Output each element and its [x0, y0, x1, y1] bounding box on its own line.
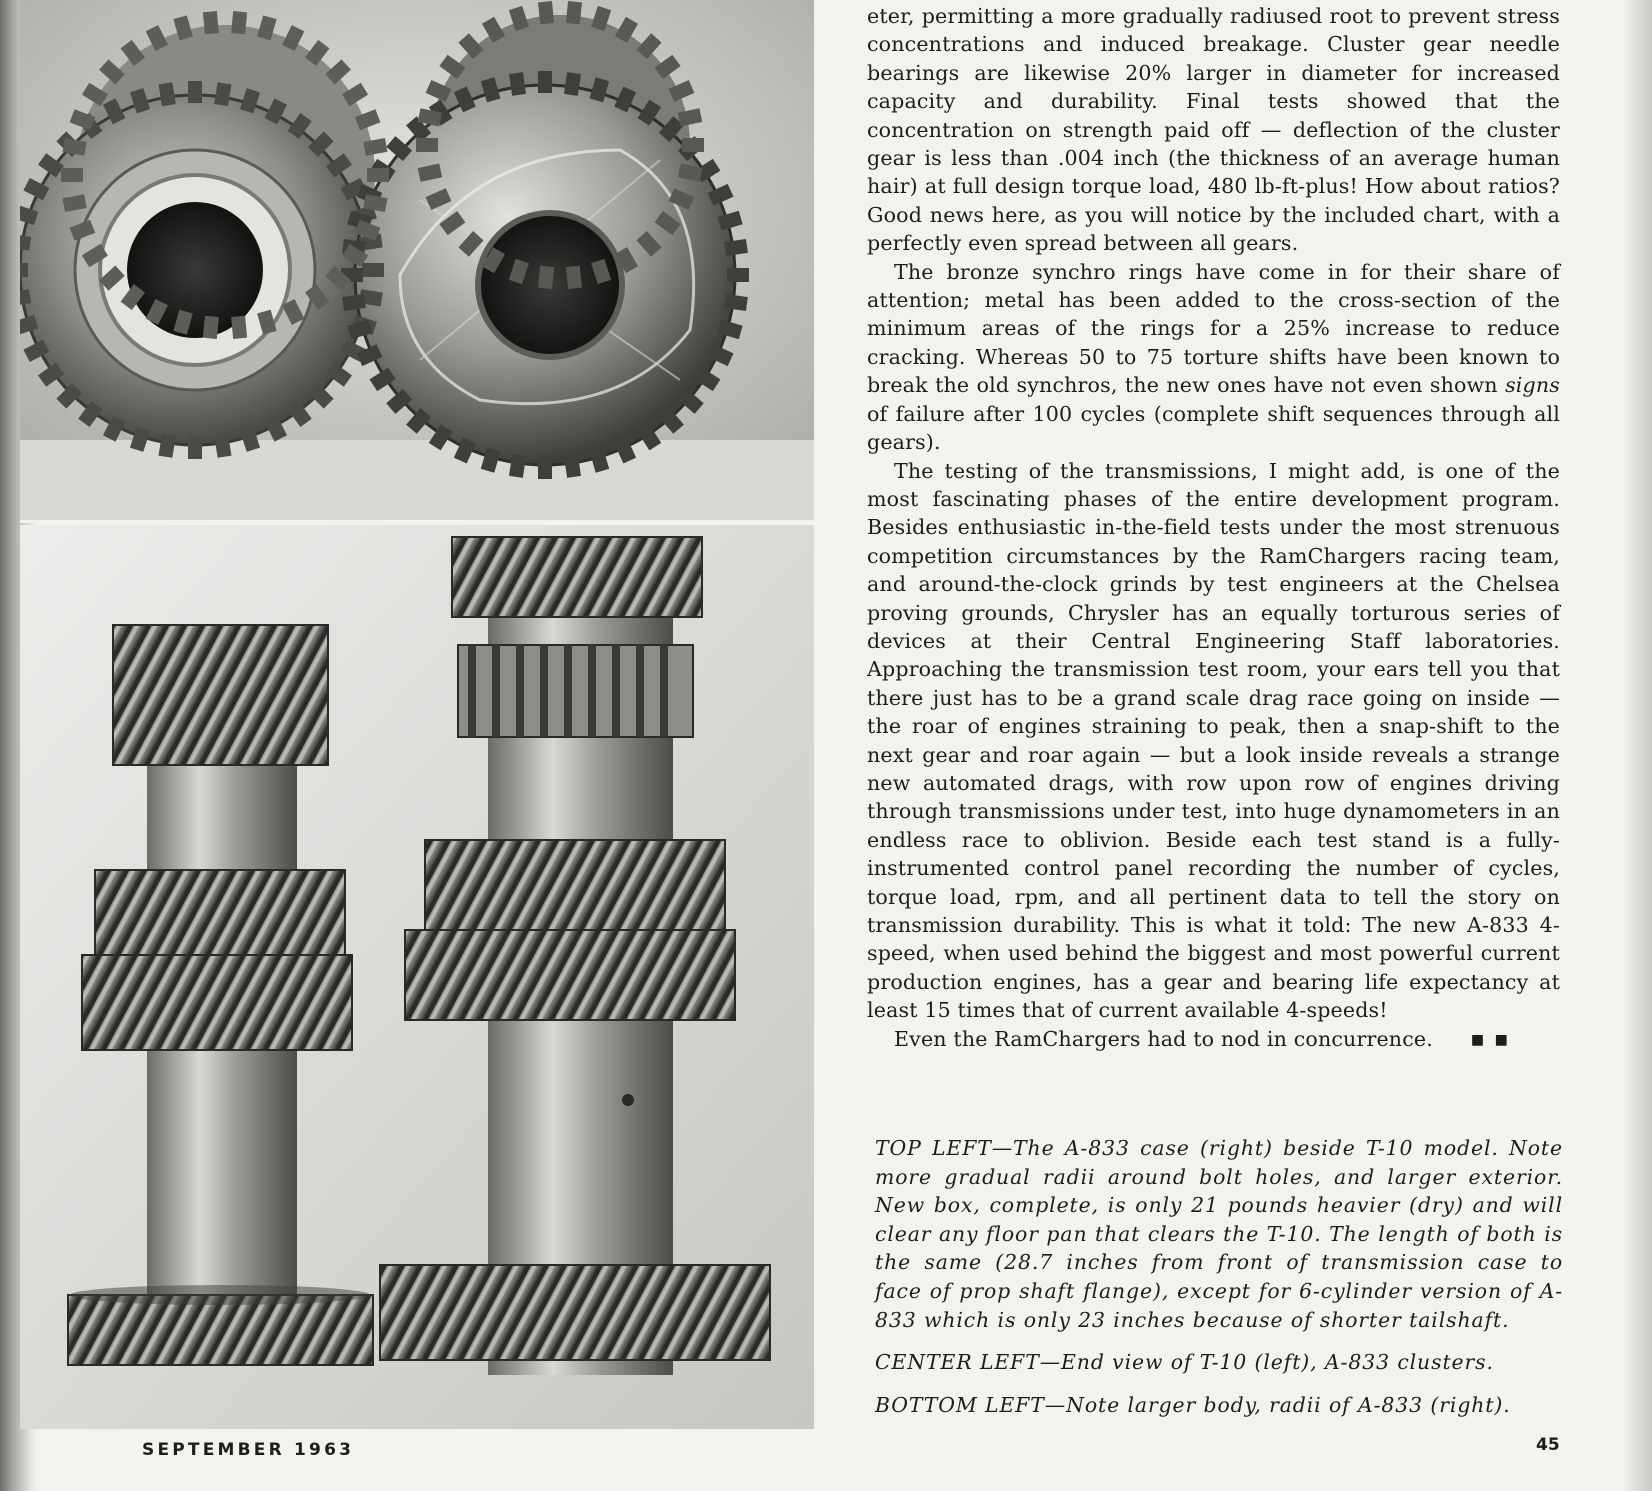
article-end-mark: ■ ■ — [1470, 1031, 1511, 1048]
article-paragraph-2-text: The bronze synchro rings have come in for their share of attention; metal has been added to the cross-section of the minimum areas of the rings for a 25% increase to reduce cracking. Whereas 50 to 75 torture shifts have been known to break the old synchros, the new ones have not even shown — [867, 259, 1560, 398]
article-paragraph-4-text: Even the RamChargers had to nod in concurrence. — [894, 1026, 1433, 1051]
article-paragraph-1: eter, permitting a more gradually radiused root to prevent stress concentrations and induced breakage. Cluster gear needle bearings are likewise 20% larger in diameter for increased capacity and durability. Final tests showed that the concentration on strength paid off — deflection of the cluster gear is less than .004 inch (the thickness of an average human hair) at full design torque load, 480 lb-ft-plus! How about ratios? Good news here, as you will notice by the included chart, with a perfectly even spread between all gears. — [867, 4, 1560, 256]
footer-issue-date: SEPTEMBER 1963 — [142, 1440, 355, 1460]
photo-captions — [875, 1134, 1563, 1433]
article-emphasis-signs: signs — [1505, 373, 1560, 398]
photo-cluster-side-view — [20, 525, 814, 1429]
article-body — [867, 2, 1560, 1054]
caption-center-left: CENTER LEFT—End view of T-10 (left), A-833 clusters. — [875, 1350, 1494, 1375]
article-paragraph-2-after: of failure after 100 cycles (complete shift sequences through all gears). — [867, 401, 1560, 455]
footer-page-number: 45 — [1536, 1435, 1560, 1455]
photo-cluster-end-view — [20, 0, 814, 523]
article-paragraph-3: The testing of the transmissions, I might add, is one of the most fascinating phases of the entire development program. Besides enthusiastic in-the-field tests under the most strenuous competition circumstances by the RamChargers racing team, and around-the-clock grinds by test engineers at the Chelsea proving grounds, Chrysler has an equally torturous series of devices at their Central Engineering Staff laboratories. Approaching the transmission test room, your ears tell you that there just has to be a grand scale drag race going on inside — the roar of engines straining to peak, then a snap-shift to the next gear and roar again — but a look inside reveals a strange new automated drags, with row upon row of engines driving through transmissions under test, into huge dynamometers in an endless race to oblivion. Beside each test stand is a fully-instrumented control panel recording the number of cycles, torque load, rpm, and all pertinent data to tell the story on transmission durability. This is what it told: The new A-833 4-speed, when used behind the biggest and most powerful current production engines, has a gear and bearing life expectancy at least 15 times that of current available 4-speeds! — [867, 458, 1560, 1023]
article-paragraph-4 — [867, 1025, 1560, 1054]
article-paragraph-2 — [867, 258, 1560, 457]
caption-top-left: TOP LEFT—The A-833 case (right) beside T-10 model. Note more gradual radii around bolt holes, and larger exterior. New box, complete, is only 21 pounds heavier (dry) and will clear any floor pan that clears the T-10. The length of both is the same (28.7 inches from front of transmission case to face of prop shaft flange), except for 6-cylinder version of A-833 which is only 23 inches because of shorter tailshaft. — [875, 1136, 1563, 1332]
caption-bottom-left: BOTTOM LEFT—Note larger body, radii of A-833 (right). — [875, 1392, 1511, 1417]
page-edge-shadow — [1622, 0, 1652, 1491]
